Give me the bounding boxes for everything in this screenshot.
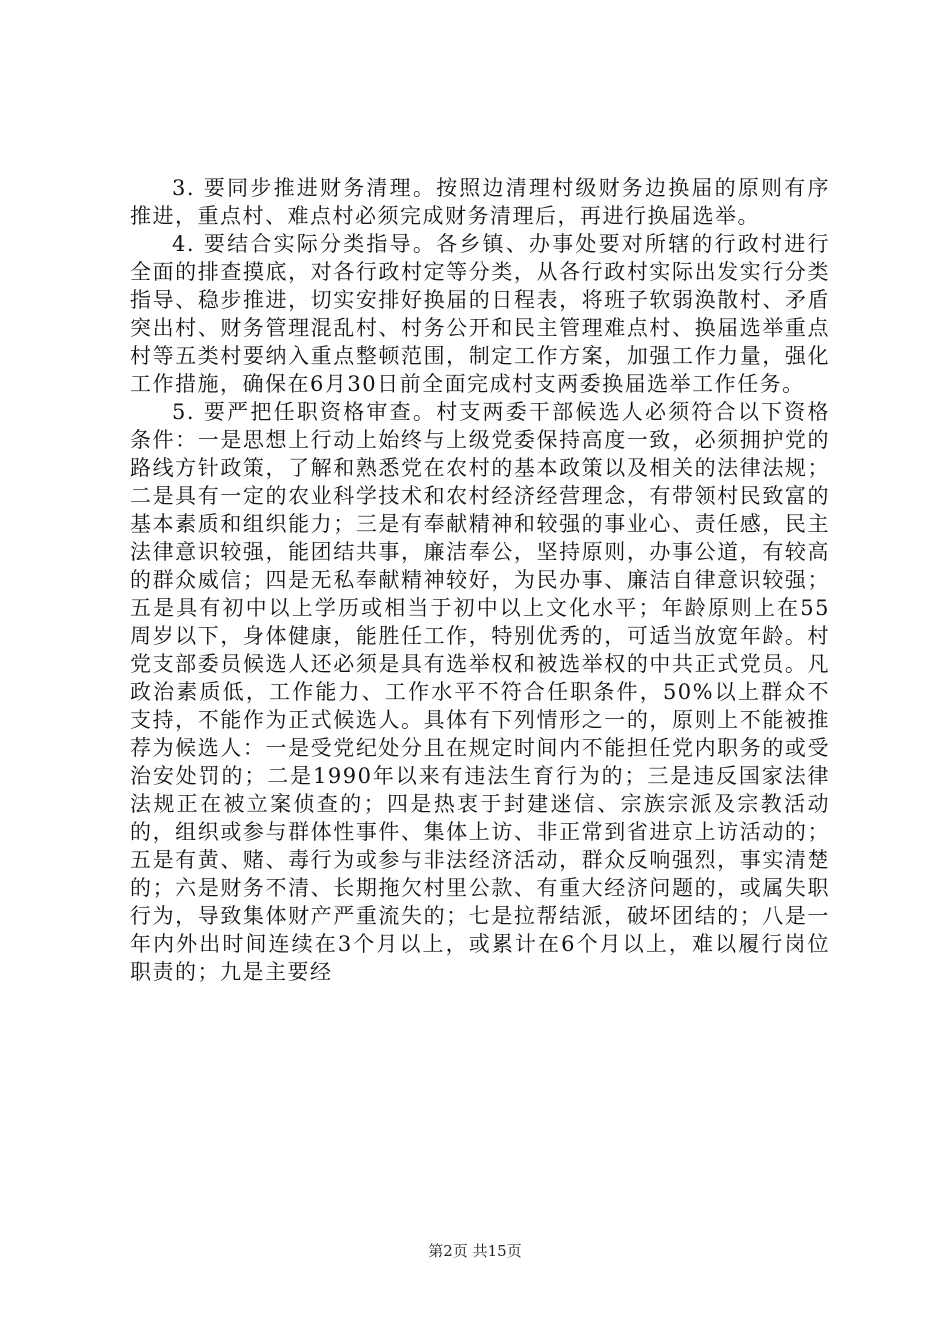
page-number-footer: 第2页 共15页 xyxy=(428,1242,522,1260)
paragraph-4-classified-guidance: 4. 要结合实际分类指导。各乡镇、办事处要对所辖的行政村进行全面的排查摸底，对各行政村定等分类，从各行政村实际出发实行分类指导、稳步推进，切实安排好换届的日程表，将班子软弱涣散村、矛盾突出村、财务管理混乱村、村务公开和民主管理难点村、换届选举重点村等五类村要纳入重点整顿范围，制定工作方案，加强工作力量，强化工作措施，确保在6月30日前全面完成村支两委换届选举工作任务。 xyxy=(130,232,830,396)
body-text xyxy=(130,174,830,986)
paragraph-3-finance-cleanup: 3. 要同步推进财务清理。按照边清理村级财务边换届的原则有序推进，重点村、难点村必须完成财务清理后，再进行换届选举。 xyxy=(130,176,830,228)
paragraph-5-qualification-review: 5. 要严把任职资格审查。村支两委干部候选人必须符合以下资格条件：一是思想上行动上始终与上级党委保持高度一致，必须拥护党的路线方针政策，了解和熟悉党在农村的基本政策以及相关的法律法规；二是具有一定的农业科学技术和农村经济经营理念，有带领村民致富的基本素质和组织能力；三是有奉献精神和较强的事业心、责任感，民主法律意识较强，能团结共事，廉洁奉公，坚持原则，办事公道，有较高的群众威信；四是无私奉献精神较好，为民办事、廉洁自律意识较强；五是具有初中以上学历或相当于初中以上文化水平；年龄原则上在55周岁以下，身体健康，能胜任工作，特别优秀的，可适当放宽年龄。村党支部委员候选人还必须是具有选举权和被选举权的中共正式党员。凡政治素质低，工作能力、工作水平不符合任职条件，50%以上群众不支持，不能作为正式候选人。具体有下列情形之一的，原则上不能被推荐为候选人：一是受党纪处分且在规定时间内不能担任党内职务的或受治安处罚的；二是1990年以来有违法生育行为的；三是违反国家法律法规正在被立案侦查的；四是热衷于封建迷信、宗族宗派及宗教活动的，组织或参与群体性事件、集体上访、非正常到省进京上访活动的；五是有黄、赌、毒行为或参与非法经济活动，群众反响强烈，事实清楚的；六是财务不清、长期拖欠村里公款、有重大经济问题的，或属失职行为，导致集体财产严重流失的；七是拉帮结派，破坏团结的；八是一年内外出时间连续在3个月以上，或累计在6个月以上，难以履行岗位职责的；九是主要经 xyxy=(130,400,830,984)
